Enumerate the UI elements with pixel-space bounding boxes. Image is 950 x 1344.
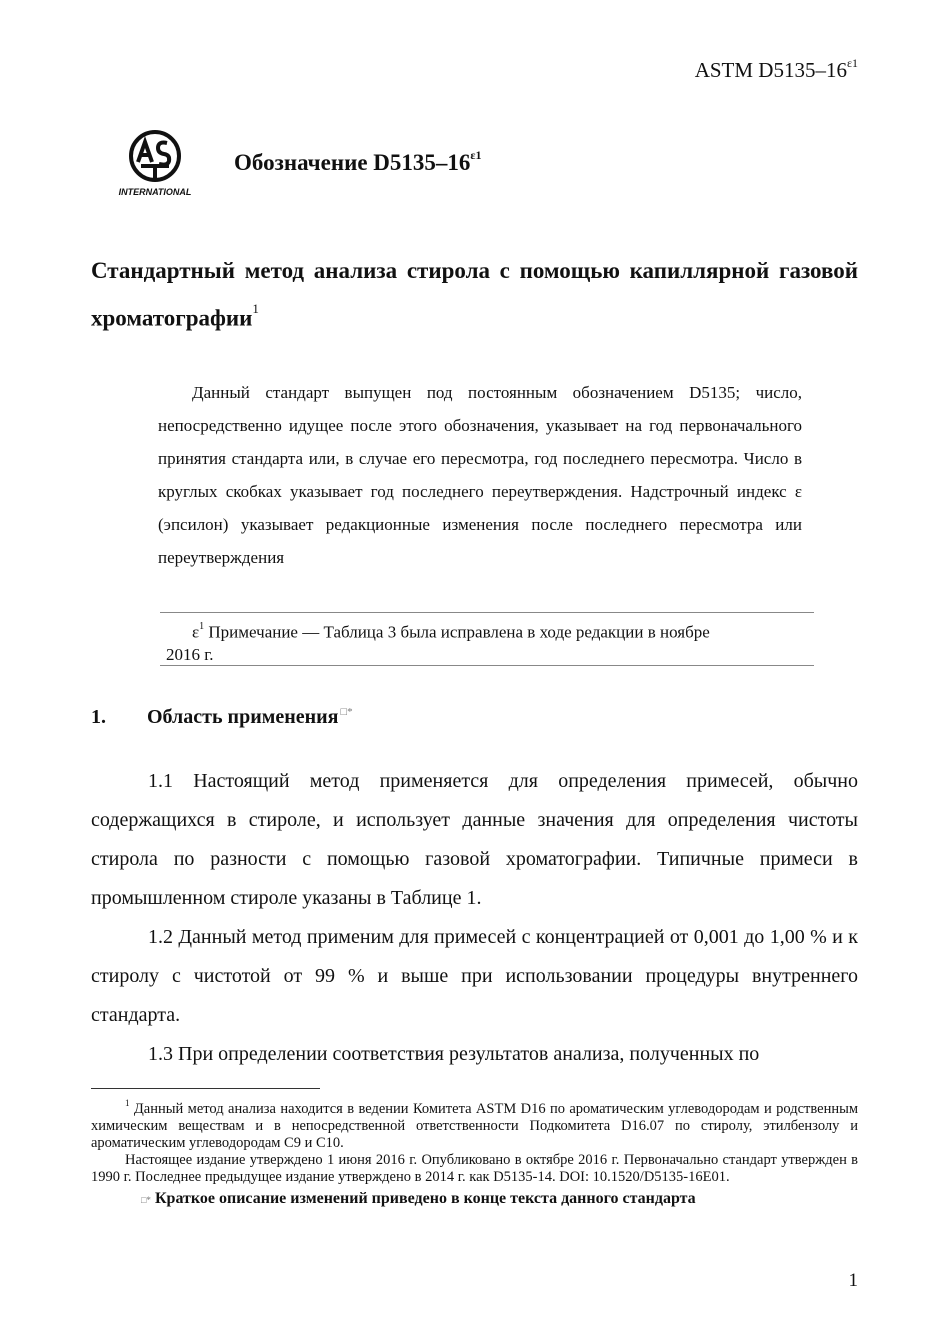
designation-text: Обозначение D5135–16 [234, 150, 471, 175]
footnote-rule [91, 1088, 320, 1089]
section-change-mark: □* [340, 706, 353, 719]
document-code-sup: ε1 [846, 56, 858, 70]
footnote-approval: Настоящее издание утверждено 1 июня 2016 г. Опубликовано в октябре 2016 г. Первоначально стандарт утвержден в 1990 г. Последнее предыдущее издание утверждено в 2014 г. как D5135-14. DOI: 10.1520/D5135-16E01. [91, 1151, 858, 1185]
note-symbol: ε [192, 622, 200, 642]
preface-paragraph: Данный стандарт выпущен под постоянным обозначением D5135; число, непосредственно идущее после этого обозначения, указывает на год первоначального принятия стандарта или, в случае его пересмотра, год последнего пересмотра. Число в круглых скобках указывает год последнего переутверждения. Надстрочный индекс ε (эпсилон) указывает редакционные изменения после последнего пересмотра или переутверждения [158, 383, 802, 567]
astm-international-logo-icon [114, 128, 196, 198]
designation-sup: ε1 [470, 148, 482, 163]
footnote-1-text: Данный метод анализа находится в ведении Комитета ASTM D16 по ароматическим углеводородам и родственным химическим веществам и в непосредственной ответственности Подкомитета D16.07 по стиролу, этилбензолу и ароматическим углеводородам C9 и C10. [91, 1100, 859, 1151]
footnotes [91, 1096, 858, 1209]
paragraph-1-3: 1.3 При определении соответствия результатов анализа, полученных по [148, 1043, 760, 1065]
document-code-text: ASTM D5135–16 [694, 58, 847, 82]
footnote-summary [91, 1190, 858, 1209]
logo-text: INTERNATIONAL [118, 187, 192, 197]
document-code [695, 58, 858, 83]
page-number: 1 [848, 1270, 858, 1291]
note-sup: 1 [199, 621, 205, 632]
footnote-1 [91, 1096, 858, 1152]
section-body [91, 762, 858, 1074]
footnote-1-number: 1 [125, 1098, 130, 1108]
summary-text: Краткое описание изменений приведено в конце текста данного стандарта [154, 1189, 696, 1207]
summary-change-mark: □* [141, 1194, 151, 1205]
paragraph-1-1: 1.1 Настоящий метод применяется для определения примесей, обычно содержащихся в стироле, и использует данные значения для определения чистоты стирола по разности с помощью газовой хроматографии. Типичные примеси в промышленном стироле указаны в Таблице 1. [91, 770, 858, 909]
section-heading [147, 706, 353, 729]
paragraph-1-2: 1.2 Данный метод применим для примесей с концентрацией от 0,001 до 1,00 % и к стиролу с чистотой от 99 % и выше при использовании процедуры внутреннего стандарта. [91, 926, 858, 1026]
document-title [91, 250, 858, 340]
section-title-text: Область применения [147, 706, 339, 728]
title-text: Стандартный метод анализа стирола с помощью капиллярной газовой хроматографии [91, 258, 858, 331]
note-divider-bottom [160, 665, 814, 666]
note-divider-top [160, 612, 814, 613]
title-footnote-ref: 1 [252, 301, 259, 316]
editorial-note [166, 618, 736, 666]
standard-designation [234, 150, 482, 176]
section-number: 1. [91, 706, 106, 728]
note-text: Примечание — Таблица 3 была исправлена в ходе редакции в ноябре 2016 г. [166, 622, 710, 664]
